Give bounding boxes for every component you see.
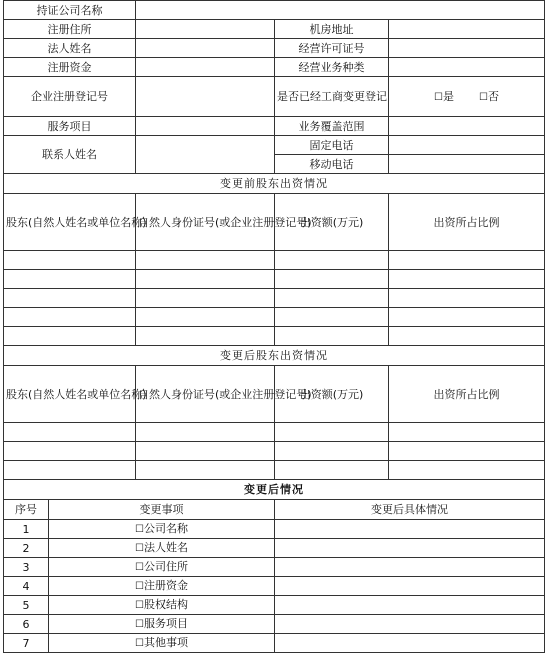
list-item [4, 520, 545, 539]
no-checkbox-icon[interactable]: ☐ [479, 91, 488, 103]
yes-checkbox-icon[interactable]: ☐ [434, 91, 444, 103]
after-shareholder-header: 股东(自然人姓名或单位名称) [4, 366, 136, 423]
change-detail-field[interactable] [275, 577, 545, 596]
list-item [4, 539, 545, 558]
change-item[interactable]: ☐注册资金 [49, 577, 275, 596]
checkbox-icon[interactable]: ☐ [135, 600, 144, 611]
col-item-header: 变更事项 [49, 500, 275, 520]
row-no: 1 [4, 520, 49, 539]
change-item[interactable]: ☐其他事项 [49, 634, 275, 653]
before-id-header: 自然人身份证号(或企业注册登记号) [136, 194, 275, 251]
company-name-field[interactable] [136, 1, 545, 20]
list-item [4, 615, 545, 634]
fixed-phone-field[interactable] [389, 136, 545, 155]
business-type-field[interactable] [389, 58, 545, 77]
industry-change-reg-label: 是否已经工商变更登记 [275, 77, 389, 117]
change-item[interactable]: ☐股权结构 [49, 596, 275, 615]
change-detail-field[interactable] [275, 634, 545, 653]
row-no: 7 [4, 634, 49, 653]
checkbox-icon[interactable]: ☐ [135, 543, 144, 554]
list-item [4, 634, 545, 653]
reg-no-field[interactable] [136, 77, 275, 117]
change-item[interactable]: ☐法人姓名 [49, 539, 275, 558]
reg-address-label: 注册住所 [4, 20, 136, 39]
change-item[interactable]: ☐服务项目 [49, 615, 275, 634]
table-row [4, 423, 545, 442]
legal-rep-field[interactable] [136, 39, 275, 58]
col-detail-header: 变更后具体情况 [275, 500, 545, 520]
row-no: 3 [4, 558, 49, 577]
fixed-phone-label: 固定电话 [275, 136, 389, 155]
mobile-phone-label: 移动电话 [275, 155, 389, 174]
row-no: 2 [4, 539, 49, 558]
change-detail-field[interactable] [275, 558, 545, 577]
change-item[interactable]: ☐公司名称 [49, 520, 275, 539]
before-ratio-header: 出资所占比例 [389, 194, 545, 251]
change-detail-field[interactable] [275, 539, 545, 558]
change-detail-field[interactable] [275, 615, 545, 634]
no-label: 否 [487, 89, 499, 103]
after-id-header: 自然人身份证号(或企业注册登记号) [136, 366, 275, 423]
col-no-header: 序号 [4, 500, 49, 520]
industry-change-reg-options [389, 77, 545, 117]
reg-no-label: 企业注册登记号 [4, 77, 136, 117]
reg-address-field[interactable] [136, 20, 275, 39]
change-detail-field[interactable] [275, 596, 545, 615]
form-table [3, 0, 545, 653]
checkbox-icon[interactable]: ☐ [135, 619, 144, 630]
mobile-phone-field[interactable] [389, 155, 545, 174]
service-scope-label: 业务覆盖范围 [275, 117, 389, 136]
business-type-label: 经营业务种类 [275, 58, 389, 77]
row-no: 6 [4, 615, 49, 634]
row-no: 4 [4, 577, 49, 596]
checkbox-icon[interactable]: ☐ [135, 524, 144, 535]
row-no: 5 [4, 596, 49, 615]
table-row [4, 442, 545, 461]
legal-rep-label: 法人姓名 [4, 39, 136, 58]
list-item [4, 558, 545, 577]
list-item [4, 577, 545, 596]
list-item [4, 596, 545, 615]
machine-room-address-label: 机房地址 [275, 20, 389, 39]
before-shareholder-header: 股东(自然人姓名或单位名称) [4, 194, 136, 251]
table-row [4, 461, 545, 480]
service-items-label: 服务项目 [4, 117, 136, 136]
before-amount-header: 出资额(万元) [275, 194, 389, 251]
changes-section-title: 变更后情况 [4, 480, 545, 500]
reg-capital-label: 注册资金 [4, 58, 136, 77]
after-amount-header: 出资额(万元) [275, 366, 389, 423]
yes-label: 是 [443, 89, 455, 103]
after-section-title: 变更后股东出资情况 [4, 346, 545, 366]
table-row [4, 308, 545, 327]
service-scope-field[interactable] [389, 117, 545, 136]
table-row [4, 289, 545, 308]
table-row [4, 270, 545, 289]
company-name-label: 持证公司名称 [4, 1, 136, 20]
license-no-field[interactable] [389, 39, 545, 58]
contact-name-label: 联系人姓名 [4, 136, 136, 174]
table-row [4, 327, 545, 346]
change-detail-field[interactable] [275, 520, 545, 539]
contact-name-field[interactable] [136, 136, 275, 174]
checkbox-icon[interactable]: ☐ [135, 638, 144, 649]
before-section-title: 变更前股东出资情况 [4, 174, 545, 194]
service-items-field[interactable] [136, 117, 275, 136]
checkbox-icon[interactable]: ☐ [135, 581, 144, 592]
reg-capital-field[interactable] [136, 58, 275, 77]
license-no-label: 经营许可证号 [275, 39, 389, 58]
checkbox-icon[interactable]: ☐ [135, 562, 144, 573]
machine-room-address-field[interactable] [389, 20, 545, 39]
table-row [4, 251, 545, 270]
change-item[interactable]: ☐公司住所 [49, 558, 275, 577]
after-ratio-header: 出资所占比例 [389, 366, 545, 423]
